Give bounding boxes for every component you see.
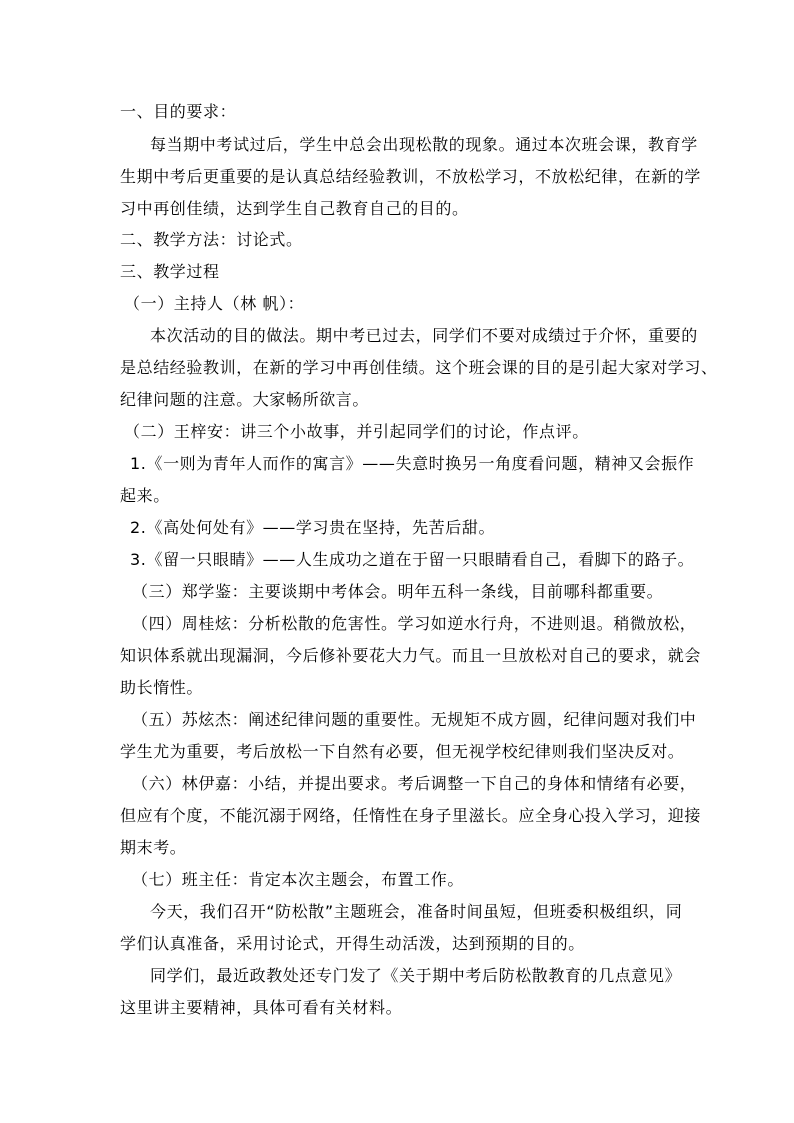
item-seven: （七）班主任：肯定本次主题会，布置工作。 [132,870,465,889]
heading-method: 二、教学方法：讨论式。 [120,230,303,249]
paragraph-line: 期末考。 [120,838,187,857]
paragraph-line: 学生尤为重要，考后放松一下自然有必要，但无视学校纪律则我们坚决反对。 [120,742,685,761]
paragraph-line: 但应有个度，不能沉溺于网络，任惰性在身子里滋长。应全身心投入学习，迎接 [120,806,702,825]
item-host: （一）主持人（林 帆）： [124,294,305,313]
paragraph-line: 起来。 [120,486,170,505]
item-five: （五）苏炫杰：阐述纪律问题的重要性。无规矩不成方圆，纪律问题对我们中 [132,710,697,729]
paragraph-line: 每当期中考试过后，学生中总会出现松散的现象。通过本次班会课，教育学 [150,135,698,154]
item-six: （六）林伊嘉：小结，并提出要求。考后调整一下自己的身体和情绪有必要， [132,774,697,793]
story-1: 1.《一则为青年人而作的寓言》——失意时换另一角度看问题，精神又会振作 [130,454,695,473]
paragraph-line: 同学们，最近政教处还专门发了《关于期中考后防松散教育的几点意见》 [150,966,682,985]
item-three: （三）郑学鉴：主要谈期中考体会。明年五科一条线，目前哪科都重要。 [132,582,664,601]
paragraph-line: 学们认真准备，采用讨论式，开得生动活泼，达到预期的目的。 [120,934,585,953]
paragraph-line: 生期中考后更重要的是认真总结经验教训，不放松学习，不放松纪律，在新的学 [120,167,702,186]
paragraph-line: 本次活动的目的做法。期中考已过去，同学们不要对成绩过于介怀，重要的 [150,326,698,345]
heading-process: 三、教学过程 [120,262,220,281]
paragraph-line: 纪律问题的注意。大家畅所欲言。 [120,390,370,409]
paragraph-line: 助长惰性。 [120,678,204,697]
item-two: （二）王梓安：讲三个小故事，并引起同学们的讨论，作点评。 [124,422,589,441]
story-2: 2.《高处何处有》——学习贵在坚持，先苦后甜。 [130,518,496,537]
paragraph-line: 习中再创佳绩，达到学生自己教育自己的目的。 [120,199,469,218]
paragraph-line: 知识体系就出现漏洞，今后修补要花大力气。而且一旦放松对自己的要求，就会 [120,646,702,665]
item-four: （四）周桂炫：分析松散的危害性。学习如逆水行舟，不进则退。稍微放松， [132,614,697,633]
paragraph-line: 这里讲主要精神，具体可看有关材料。 [120,998,403,1017]
paragraph-line: 是总结经验教训，在新的学习中再创佳绩。这个班会课的目的是引起大家对学习、 [120,358,718,377]
story-3: 3.《留一只眼睛》——人生成功之道在于留一只眼睛看自己，看脚下的路子。 [130,550,695,569]
paragraph-line: 今天，我们召开“防松散”主题班会，准备时间虽短，但班委积极组织，同 [150,902,683,921]
heading-objectives: 一、目的要求： [120,102,237,121]
